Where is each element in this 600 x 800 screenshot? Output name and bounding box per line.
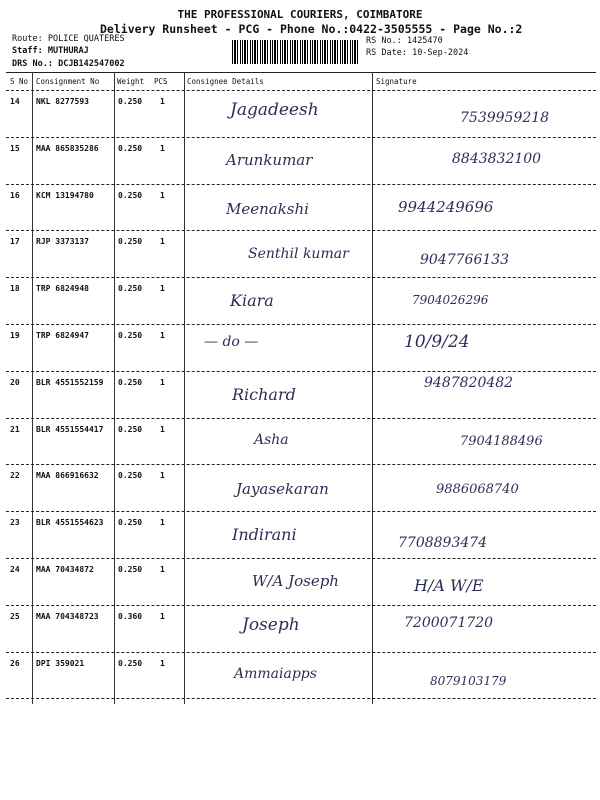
consignment-number: TRP 6824948 — [36, 284, 89, 294]
table-row — [0, 326, 600, 372]
row-separator — [6, 230, 596, 231]
header-rule — [6, 90, 596, 91]
consignee-handwritten-name: Jayasekaran — [236, 480, 329, 499]
weight-value: 0.250 — [118, 377, 143, 387]
pcs-value: 1 — [160, 331, 165, 340]
pcs-value: 1 — [160, 237, 165, 247]
column-header-pcs: PCS — [154, 77, 168, 86]
row-separator — [6, 137, 596, 138]
staff-label: Staff: — [12, 46, 43, 56]
rs-date-info — [366, 48, 468, 58]
serial-number: 20 — [10, 377, 20, 387]
route-label: Route: — [12, 34, 43, 44]
row-separator — [6, 652, 596, 653]
table-row — [0, 607, 600, 653]
table-row — [0, 186, 600, 232]
column-header-weight: Weight — [117, 77, 145, 86]
signature-handwritten-phone: 9487820482 — [424, 374, 514, 391]
table-row — [0, 139, 600, 185]
signature-handwritten-phone: 8079103179 — [430, 673, 507, 688]
consignee-handwritten-name: Asha — [254, 431, 289, 448]
row-separator — [6, 558, 596, 559]
consignment-number: MAA 865835286 — [36, 143, 99, 153]
table-row — [0, 513, 600, 559]
weight-value: 0.250 — [118, 237, 143, 247]
table-row — [0, 466, 600, 512]
drs-info — [12, 59, 125, 69]
row-separator — [6, 371, 596, 372]
weight-value: 0.250 — [118, 143, 143, 153]
row-separator — [6, 184, 596, 185]
rs-date-label: RS Date: — [366, 48, 407, 58]
company-title: THE PROFESSIONAL COURIERS, COIMBATORE — [177, 8, 423, 21]
serial-number: 16 — [10, 190, 20, 200]
pcs-value: 1 — [160, 518, 165, 528]
consignee-handwritten-name: Senthil kumar — [248, 246, 349, 263]
row-separator — [6, 324, 596, 325]
row-separator — [6, 605, 596, 606]
pcs-value: 1 — [160, 97, 165, 106]
weight-value: 0.360 — [118, 611, 143, 621]
consignment-number: MAA 866916632 — [36, 471, 99, 481]
row-separator — [6, 511, 596, 512]
serial-number: 21 — [10, 424, 20, 434]
consignee-handwritten-name: Joseph — [242, 614, 300, 635]
consignment-number: MAA 704348723 — [36, 611, 99, 621]
staff-value: MUTHURAJ — [47, 46, 89, 56]
weight-value: 0.250 — [118, 190, 143, 200]
weight-value: 0.250 — [118, 97, 143, 106]
signature-handwritten-phone: 9886068740 — [436, 482, 519, 498]
weight-value: 0.250 — [118, 658, 143, 668]
consignee-handwritten-name: W/A Joseph — [252, 572, 339, 590]
serial-number: 15 — [10, 143, 20, 153]
serial-number: 14 — [10, 97, 20, 106]
table-top-rule — [6, 72, 596, 73]
consignee-handwritten-name: Meenakshi — [226, 199, 309, 218]
consignment-number: BLR 4551552159 — [36, 377, 104, 387]
runsheet-subtitle: Delivery Runsheet - PCG - Phone No.:0422-3505555 - Page No.:2 — [100, 22, 523, 36]
route-info — [12, 34, 125, 44]
signature-handwritten-phone: 7708893474 — [398, 535, 488, 552]
signature-handwritten-phone: 7904026296 — [412, 293, 489, 308]
pcs-value: 1 — [160, 143, 165, 153]
table-row — [0, 373, 600, 419]
signature-handwritten-phone: 7539959218 — [460, 110, 550, 126]
consignment-number: BLR 4551554623 — [36, 518, 104, 528]
pcs-value: 1 — [160, 377, 165, 387]
drs-value: DCJB142547002 — [58, 59, 125, 69]
row-separator — [6, 698, 596, 699]
barcode — [232, 40, 360, 64]
rs-no-label: RS No.: — [366, 36, 402, 46]
serial-number: 18 — [10, 284, 20, 294]
row-separator — [6, 277, 596, 278]
staff-info — [12, 46, 89, 56]
weight-value: 0.250 — [118, 284, 143, 294]
route-value: POLICE QUATERES — [47, 34, 125, 44]
consignment-number: DPI 359021 — [36, 658, 85, 668]
consignment-number: MAA 70434872 — [36, 565, 94, 574]
signature-handwritten-phone: 9944249696 — [398, 197, 494, 216]
serial-number: 22 — [10, 471, 20, 481]
consignee-handwritten-name: Richard — [232, 384, 296, 404]
consignment-number: TRP 6824947 — [36, 331, 89, 340]
consignee-handwritten-name: — do — — [204, 334, 259, 350]
consignment-number: KCM 13194780 — [36, 190, 94, 200]
table-row — [0, 92, 600, 138]
serial-number: 17 — [10, 237, 20, 247]
weight-value: 0.250 — [118, 518, 143, 528]
weight-value: 0.250 — [118, 565, 143, 574]
pcs-value: 1 — [160, 284, 165, 294]
table-row — [0, 654, 600, 700]
column-header-consignment: Consignment No — [36, 77, 100, 86]
table-row — [0, 232, 600, 278]
signature-handwritten-phone: 8843832100 — [452, 150, 542, 167]
row-separator — [6, 418, 596, 419]
column-header-signature: Signature — [376, 77, 417, 86]
serial-number: 19 — [10, 331, 20, 340]
column-header-sno: S No — [10, 77, 29, 86]
rs-number-info — [366, 36, 443, 46]
table-row — [0, 420, 600, 466]
column-header-consignee: Consignee Details — [187, 77, 264, 86]
pcs-value: 1 — [160, 565, 165, 574]
serial-number: 25 — [10, 611, 20, 621]
weight-value: 0.250 — [118, 471, 143, 481]
drs-label: DRS No.: — [12, 59, 53, 69]
consignee-handwritten-name: Jagadeesh — [230, 100, 319, 120]
serial-number: 23 — [10, 518, 20, 528]
signature-handwritten-phone: H/A W/E — [414, 576, 484, 595]
weight-value: 0.250 — [118, 331, 143, 340]
pcs-value: 1 — [160, 424, 165, 434]
serial-number: 24 — [10, 565, 20, 574]
table-row — [0, 560, 600, 606]
serial-number: 26 — [10, 658, 20, 668]
signature-handwritten-phone: 10/9/24 — [404, 332, 470, 352]
pcs-value: 1 — [160, 611, 165, 621]
consignment-number: BLR 4551554417 — [36, 424, 104, 434]
pcs-value: 1 — [160, 471, 165, 481]
weight-value: 0.250 — [118, 424, 143, 434]
consignee-handwritten-name: Ammaiapps — [234, 665, 317, 682]
row-separator — [6, 464, 596, 465]
pcs-value: 1 — [160, 658, 165, 668]
consignee-handwritten-name: Arunkumar — [226, 150, 313, 169]
rs-date-value: 10-Sep-2024 — [412, 48, 469, 58]
table-row — [0, 279, 600, 325]
consignment-number: RJP 3373137 — [36, 237, 89, 247]
rs-no-value: 1425470 — [406, 36, 443, 46]
consignment-number: NKL 8277593 — [36, 97, 89, 106]
signature-handwritten-phone: 7904188496 — [460, 433, 543, 449]
consignee-handwritten-name: Indirani — [232, 525, 297, 545]
pcs-value: 1 — [160, 190, 165, 200]
signature-handwritten-phone: 9047766133 — [420, 252, 510, 269]
consignee-handwritten-name: Kiara — [230, 291, 274, 311]
signature-handwritten-phone: 7200071720 — [404, 614, 494, 631]
